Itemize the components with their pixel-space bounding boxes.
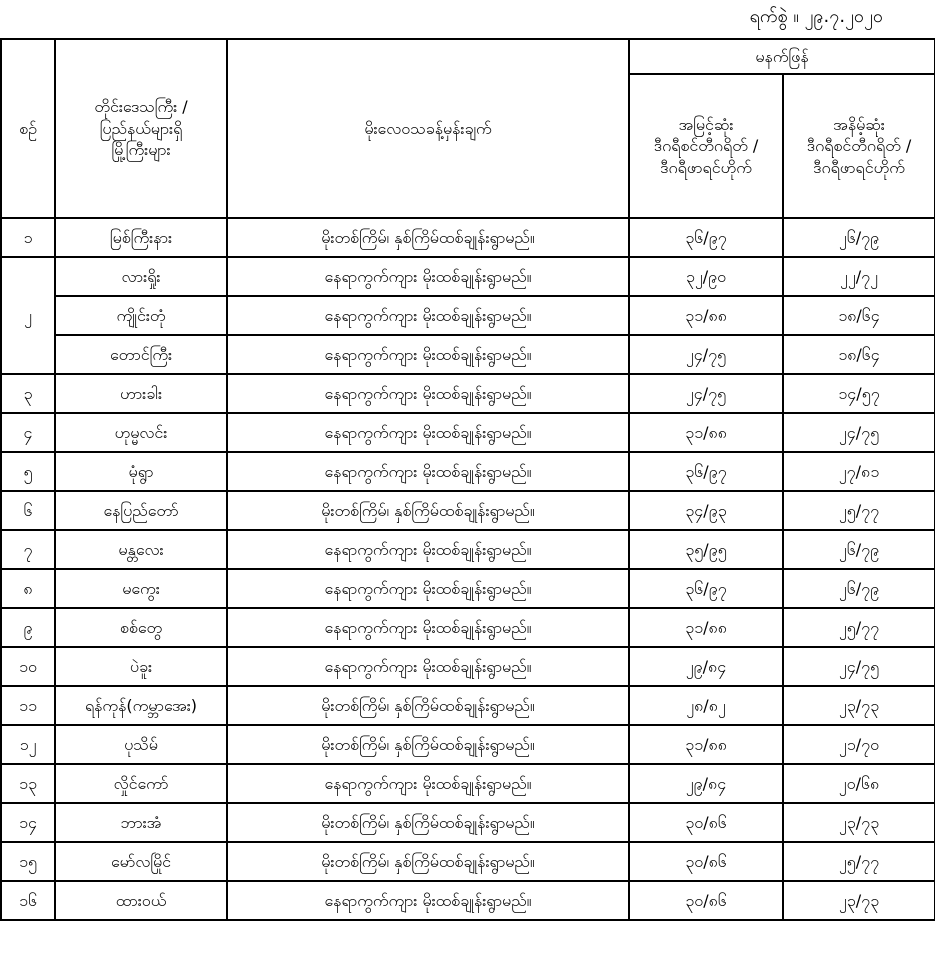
min-temp: ၂၁/၇၀	[783, 725, 935, 764]
row-number: ၇	[1, 530, 55, 569]
min-temp: ၂၅/၇၇	[783, 491, 935, 530]
row-number: ၄	[1, 413, 55, 452]
row-number: ၉	[1, 608, 55, 647]
max-temp: ၃၅/၉၅	[629, 530, 783, 569]
table-row	[1, 686, 935, 725]
col-header-min-temp: အနိမ့်ဆုံး ဒီဂရီစင်တီဂရိတ် / ဒီဂရီဖာရင်ဟိုက်	[783, 74, 935, 218]
max-temp: ၂၉/၈၄	[629, 764, 783, 803]
city-name: ဟားခါး	[55, 374, 227, 413]
min-temp: ၂၄/၇၅	[783, 413, 935, 452]
table-row	[1, 647, 935, 686]
city-name: လှိုင်ကော်	[55, 764, 227, 803]
min-temp: ၂၆/၇၉	[783, 530, 935, 569]
forecast-text: မိုးတစ်ကြိမ်၊ နှစ်ကြိမ်ထစ်ချုန်းရွာမည်။	[227, 725, 629, 764]
col-header-region: တိုင်းဒေသကြီး / ပြည်နယ်များရှိ မြို့ကြီးများ	[55, 39, 227, 218]
row-number: ၆	[1, 491, 55, 530]
max-temp: ၃၀/၈၆	[629, 881, 783, 920]
forecast-text: နေရာကွက်ကျား မိုးထစ်ချုန်းရွာမည်။	[227, 257, 629, 296]
row-number: ၃	[1, 374, 55, 413]
table-row	[1, 569, 935, 608]
row-number: ၁၄	[1, 803, 55, 842]
max-temp: ၃၀/၈၆	[629, 803, 783, 842]
forecast-text: နေရာကွက်ကျား မိုးထစ်ချုန်းရွာမည်။	[227, 335, 629, 374]
min-temp: ၂၅/၇၇	[783, 608, 935, 647]
max-temp: ၃၂/၉၀	[629, 257, 783, 296]
city-name: မြစ်ကြီးနား	[55, 218, 227, 257]
table-row	[1, 335, 935, 374]
min-temp: ၂၀/၆၈	[783, 764, 935, 803]
forecast-text: မိုးတစ်ကြိမ်၊ နှစ်ကြိမ်ထစ်ချုန်းရွာမည်။	[227, 803, 629, 842]
min-temp: ၂၄/၇၅	[783, 647, 935, 686]
forecast-text: နေရာကွက်ကျား မိုးထစ်ချုန်းရွာမည်။	[227, 530, 629, 569]
table-row	[1, 218, 935, 257]
forecast-text: နေရာကွက်ကျား မိုးထစ်ချုန်းရွာမည်။	[227, 452, 629, 491]
row-number: ၁၀	[1, 647, 55, 686]
col-header-max-temp: အမြင့်ဆုံး ဒီဂရီစင်တီဂရိတ် / ဒီဂရီဖာရင်ဟိုက်	[629, 74, 783, 218]
min-temp: ၁၄/၅၇	[783, 374, 935, 413]
row-number: ၅	[1, 452, 55, 491]
table-row	[1, 491, 935, 530]
city-name: နေပြည်တော်	[55, 491, 227, 530]
table-row	[1, 257, 935, 296]
city-name: ရန်ကုန်(ကမ္ဘာအေး)	[55, 686, 227, 725]
weather-forecast-table	[0, 38, 935, 921]
min-temp: ၂၅/၇၇	[783, 842, 935, 881]
table-row	[1, 842, 935, 881]
table-row	[1, 725, 935, 764]
table-row	[1, 608, 935, 647]
max-temp: ၂၈/၈၂	[629, 686, 783, 725]
max-temp: ၃၁/၈၈	[629, 725, 783, 764]
min-temp: ၂၃/၇၃	[783, 803, 935, 842]
table-row	[1, 764, 935, 803]
forecast-text: နေရာကွက်ကျား မိုးထစ်ချုန်းရွာမည်။	[227, 764, 629, 803]
min-temp: ၁၈/၆၄	[783, 296, 935, 335]
table-row	[1, 452, 935, 491]
row-number: ၁၁	[1, 686, 55, 725]
max-temp: ၃၁/၈၈	[629, 413, 783, 452]
max-temp: ၂၄/၇၅	[629, 335, 783, 374]
min-temp: ၂၃/၇၃	[783, 881, 935, 920]
col-header-no: စဉ်	[1, 39, 55, 218]
min-temp: ၂၆/၇၉	[783, 569, 935, 608]
col-header-tomorrow: မနက်ဖြန်	[629, 39, 935, 74]
min-temp: ၂၂/၇၂	[783, 257, 935, 296]
city-name: မုံရွာ	[55, 452, 227, 491]
city-name: ထားဝယ်	[55, 881, 227, 920]
forecast-text: မိုးတစ်ကြိမ်၊ နှစ်ကြိမ်ထစ်ချုန်းရွာမည်။	[227, 686, 629, 725]
row-number: ၈	[1, 569, 55, 608]
forecast-text: နေရာကွက်ကျား မိုးထစ်ချုန်းရွာမည်။	[227, 374, 629, 413]
table-row	[1, 296, 935, 335]
city-name: ကျိုင်းတုံ	[55, 296, 227, 335]
city-name: မော်လမြိုင်	[55, 842, 227, 881]
row-number: ၁၅	[1, 842, 55, 881]
max-temp: ၃၁/၈၈	[629, 296, 783, 335]
table-row	[1, 881, 935, 920]
max-temp: ၃၆/၉၇	[629, 569, 783, 608]
city-name: စစ်တွေ	[55, 608, 227, 647]
forecast-text: နေရာကွက်ကျား မိုးထစ်ချုန်းရွာမည်။	[227, 608, 629, 647]
max-temp: ၂၄/၇၅	[629, 374, 783, 413]
max-temp: ၃၁/၈၈	[629, 608, 783, 647]
col-header-forecast: မိုးလေဝသခန့်မှန်းချက်	[227, 39, 629, 218]
min-temp: ၂၃/၇၃	[783, 686, 935, 725]
forecast-text: နေရာကွက်ကျား မိုးထစ်ချုန်းရွာမည်။	[227, 881, 629, 920]
report-date: ရက်စွဲ ။ ၂၉.၇.၂၀၂၀	[749, 6, 883, 27]
max-temp: ၂၉/၈၄	[629, 647, 783, 686]
city-name: လားရှိုး	[55, 257, 227, 296]
min-temp: ၂၆/၇၉	[783, 218, 935, 257]
row-number: ၁၃	[1, 764, 55, 803]
forecast-text: နေရာကွက်ကျား မိုးထစ်ချုန်းရွာမည်။	[227, 569, 629, 608]
city-name: ပုသိမ်	[55, 725, 227, 764]
row-number: ၁	[1, 218, 55, 257]
forecast-text: မိုးတစ်ကြိမ်၊ နှစ်ကြိမ်ထစ်ချုန်းရွာမည်။	[227, 218, 629, 257]
city-name: ဘားအံ	[55, 803, 227, 842]
row-number: ၁၂	[1, 725, 55, 764]
table-row	[1, 374, 935, 413]
min-temp: ၁၈/၆၄	[783, 335, 935, 374]
max-temp: ၃၆/၉၇	[629, 452, 783, 491]
forecast-text: နေရာကွက်ကျား မိုးထစ်ချုန်းရွာမည်။	[227, 647, 629, 686]
table-row	[1, 530, 935, 569]
city-name: မကွေး	[55, 569, 227, 608]
forecast-text: နေရာကွက်ကျား မိုးထစ်ချုန်းရွာမည်။	[227, 413, 629, 452]
forecast-text: မိုးတစ်ကြိမ်၊ နှစ်ကြိမ်ထစ်ချုန်းရွာမည်။	[227, 842, 629, 881]
row-number: ၁၆	[1, 881, 55, 920]
city-name: ပဲခူး	[55, 647, 227, 686]
city-name: မန္တလေး	[55, 530, 227, 569]
city-name: တောင်ကြီး	[55, 335, 227, 374]
max-temp: ၃၆/၉၇	[629, 218, 783, 257]
table-row	[1, 803, 935, 842]
city-name: ဟုမ္မလင်း	[55, 413, 227, 452]
forecast-text: နေရာကွက်ကျား မိုးထစ်ချုန်းရွာမည်။	[227, 296, 629, 335]
header-row-top	[1, 39, 935, 74]
forecast-text: မိုးတစ်ကြိမ်၊ နှစ်ကြိမ်ထစ်ချုန်းရွာမည်။	[227, 491, 629, 530]
min-temp: ၂၇/၈၁	[783, 452, 935, 491]
max-temp: ၃၄/၉၃	[629, 491, 783, 530]
row-number: ၂	[1, 257, 55, 374]
table-row	[1, 413, 935, 452]
max-temp: ၃၀/၈၆	[629, 842, 783, 881]
